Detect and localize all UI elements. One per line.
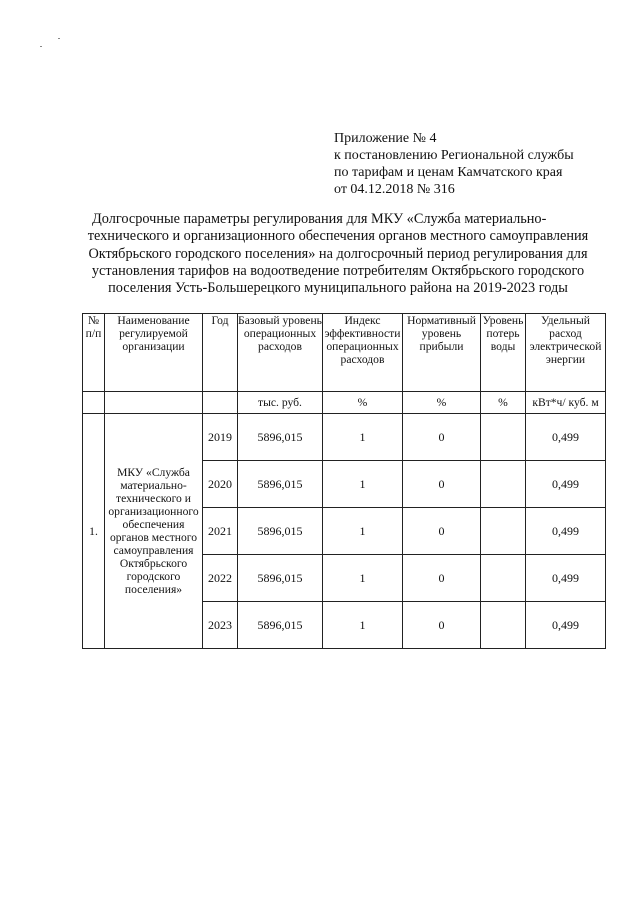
unit-loss: % bbox=[481, 392, 526, 414]
unit-profit: % bbox=[403, 392, 481, 414]
organization-name: МКУ «Служба материально-технического и организационного обеспечения органов местного самоуправления Октябрьского городского поселения» bbox=[105, 414, 203, 649]
header-org: Наименование регулируемой организации bbox=[105, 314, 203, 392]
appendix-number: Приложение № 4 bbox=[334, 131, 437, 146]
header-base: Базовый уровень операционных расходов bbox=[238, 314, 323, 392]
base-cell: 5896,015 bbox=[238, 602, 323, 649]
year-cell: 2022 bbox=[203, 555, 238, 602]
unit-base: тыс. руб. bbox=[238, 392, 323, 414]
row-number: 1. bbox=[83, 414, 105, 649]
document-title bbox=[62, 211, 614, 297]
energy-cell: 0,499 bbox=[526, 461, 606, 508]
header-index: Индекс эффективности операционных расходов bbox=[323, 314, 403, 392]
title-line: поселения Усть-Большерецкого муниципального района на 2019-2023 годы bbox=[108, 280, 568, 297]
appendix-resolution: к постановлению Региональной службы bbox=[334, 148, 574, 163]
index-cell: 1 bbox=[323, 508, 403, 555]
header-year: Год bbox=[203, 314, 238, 392]
profit-cell: 0 bbox=[403, 414, 481, 461]
year-cell: 2020 bbox=[203, 461, 238, 508]
index-cell: 1 bbox=[323, 461, 403, 508]
header-row bbox=[83, 314, 606, 392]
year-cell: 2023 bbox=[203, 602, 238, 649]
header-profit: Нормативный уровень прибыли bbox=[403, 314, 481, 392]
units-row bbox=[83, 392, 606, 414]
energy-cell: 0,499 bbox=[526, 555, 606, 602]
base-cell: 5896,015 bbox=[238, 461, 323, 508]
header-loss: Уровень потерь воды bbox=[481, 314, 526, 392]
energy-cell: 0,499 bbox=[526, 508, 606, 555]
energy-cell: 0,499 bbox=[526, 602, 606, 649]
scan-speck bbox=[40, 46, 42, 47]
title-line: Долгосрочные параметры регулирования для МКУ «Служба материально- bbox=[92, 211, 547, 227]
loss-cell bbox=[481, 602, 526, 649]
index-cell: 1 bbox=[323, 555, 403, 602]
header-energy: Удельный расход электрической энергии bbox=[526, 314, 606, 392]
loss-cell bbox=[481, 555, 526, 602]
scan-speck bbox=[58, 38, 60, 39]
appendix-date: от 04.12.2018 № 316 bbox=[334, 182, 455, 197]
regulation-parameters-table bbox=[82, 313, 606, 649]
appendix-header bbox=[334, 130, 574, 198]
year-cell: 2021 bbox=[203, 508, 238, 555]
unit-index: % bbox=[323, 392, 403, 414]
loss-cell bbox=[481, 508, 526, 555]
title-line: Октябрьского городского поселения» на долгосрочный период регулирования для bbox=[88, 245, 588, 262]
table-row bbox=[83, 414, 606, 461]
index-cell: 1 bbox=[323, 414, 403, 461]
unit-energy: кВт*ч/ куб. м bbox=[526, 392, 606, 414]
title-line: установления тарифов на водоотведение потребителям Октябрьского городского bbox=[91, 262, 585, 279]
appendix-authority: по тарифам и ценам Камчатского края bbox=[334, 165, 563, 180]
profit-cell: 0 bbox=[403, 461, 481, 508]
energy-cell: 0,499 bbox=[526, 414, 606, 461]
profit-cell: 0 bbox=[403, 602, 481, 649]
year-cell: 2019 bbox=[203, 414, 238, 461]
profit-cell: 0 bbox=[403, 555, 481, 602]
header-num: № п/п bbox=[83, 314, 105, 392]
base-cell: 5896,015 bbox=[238, 414, 323, 461]
base-cell: 5896,015 bbox=[238, 508, 323, 555]
title-line: технического и организационного обеспечения органов местного самоуправления bbox=[87, 228, 589, 245]
loss-cell bbox=[481, 414, 526, 461]
loss-cell bbox=[481, 461, 526, 508]
profit-cell: 0 bbox=[403, 508, 481, 555]
index-cell: 1 bbox=[323, 602, 403, 649]
base-cell: 5896,015 bbox=[238, 555, 323, 602]
